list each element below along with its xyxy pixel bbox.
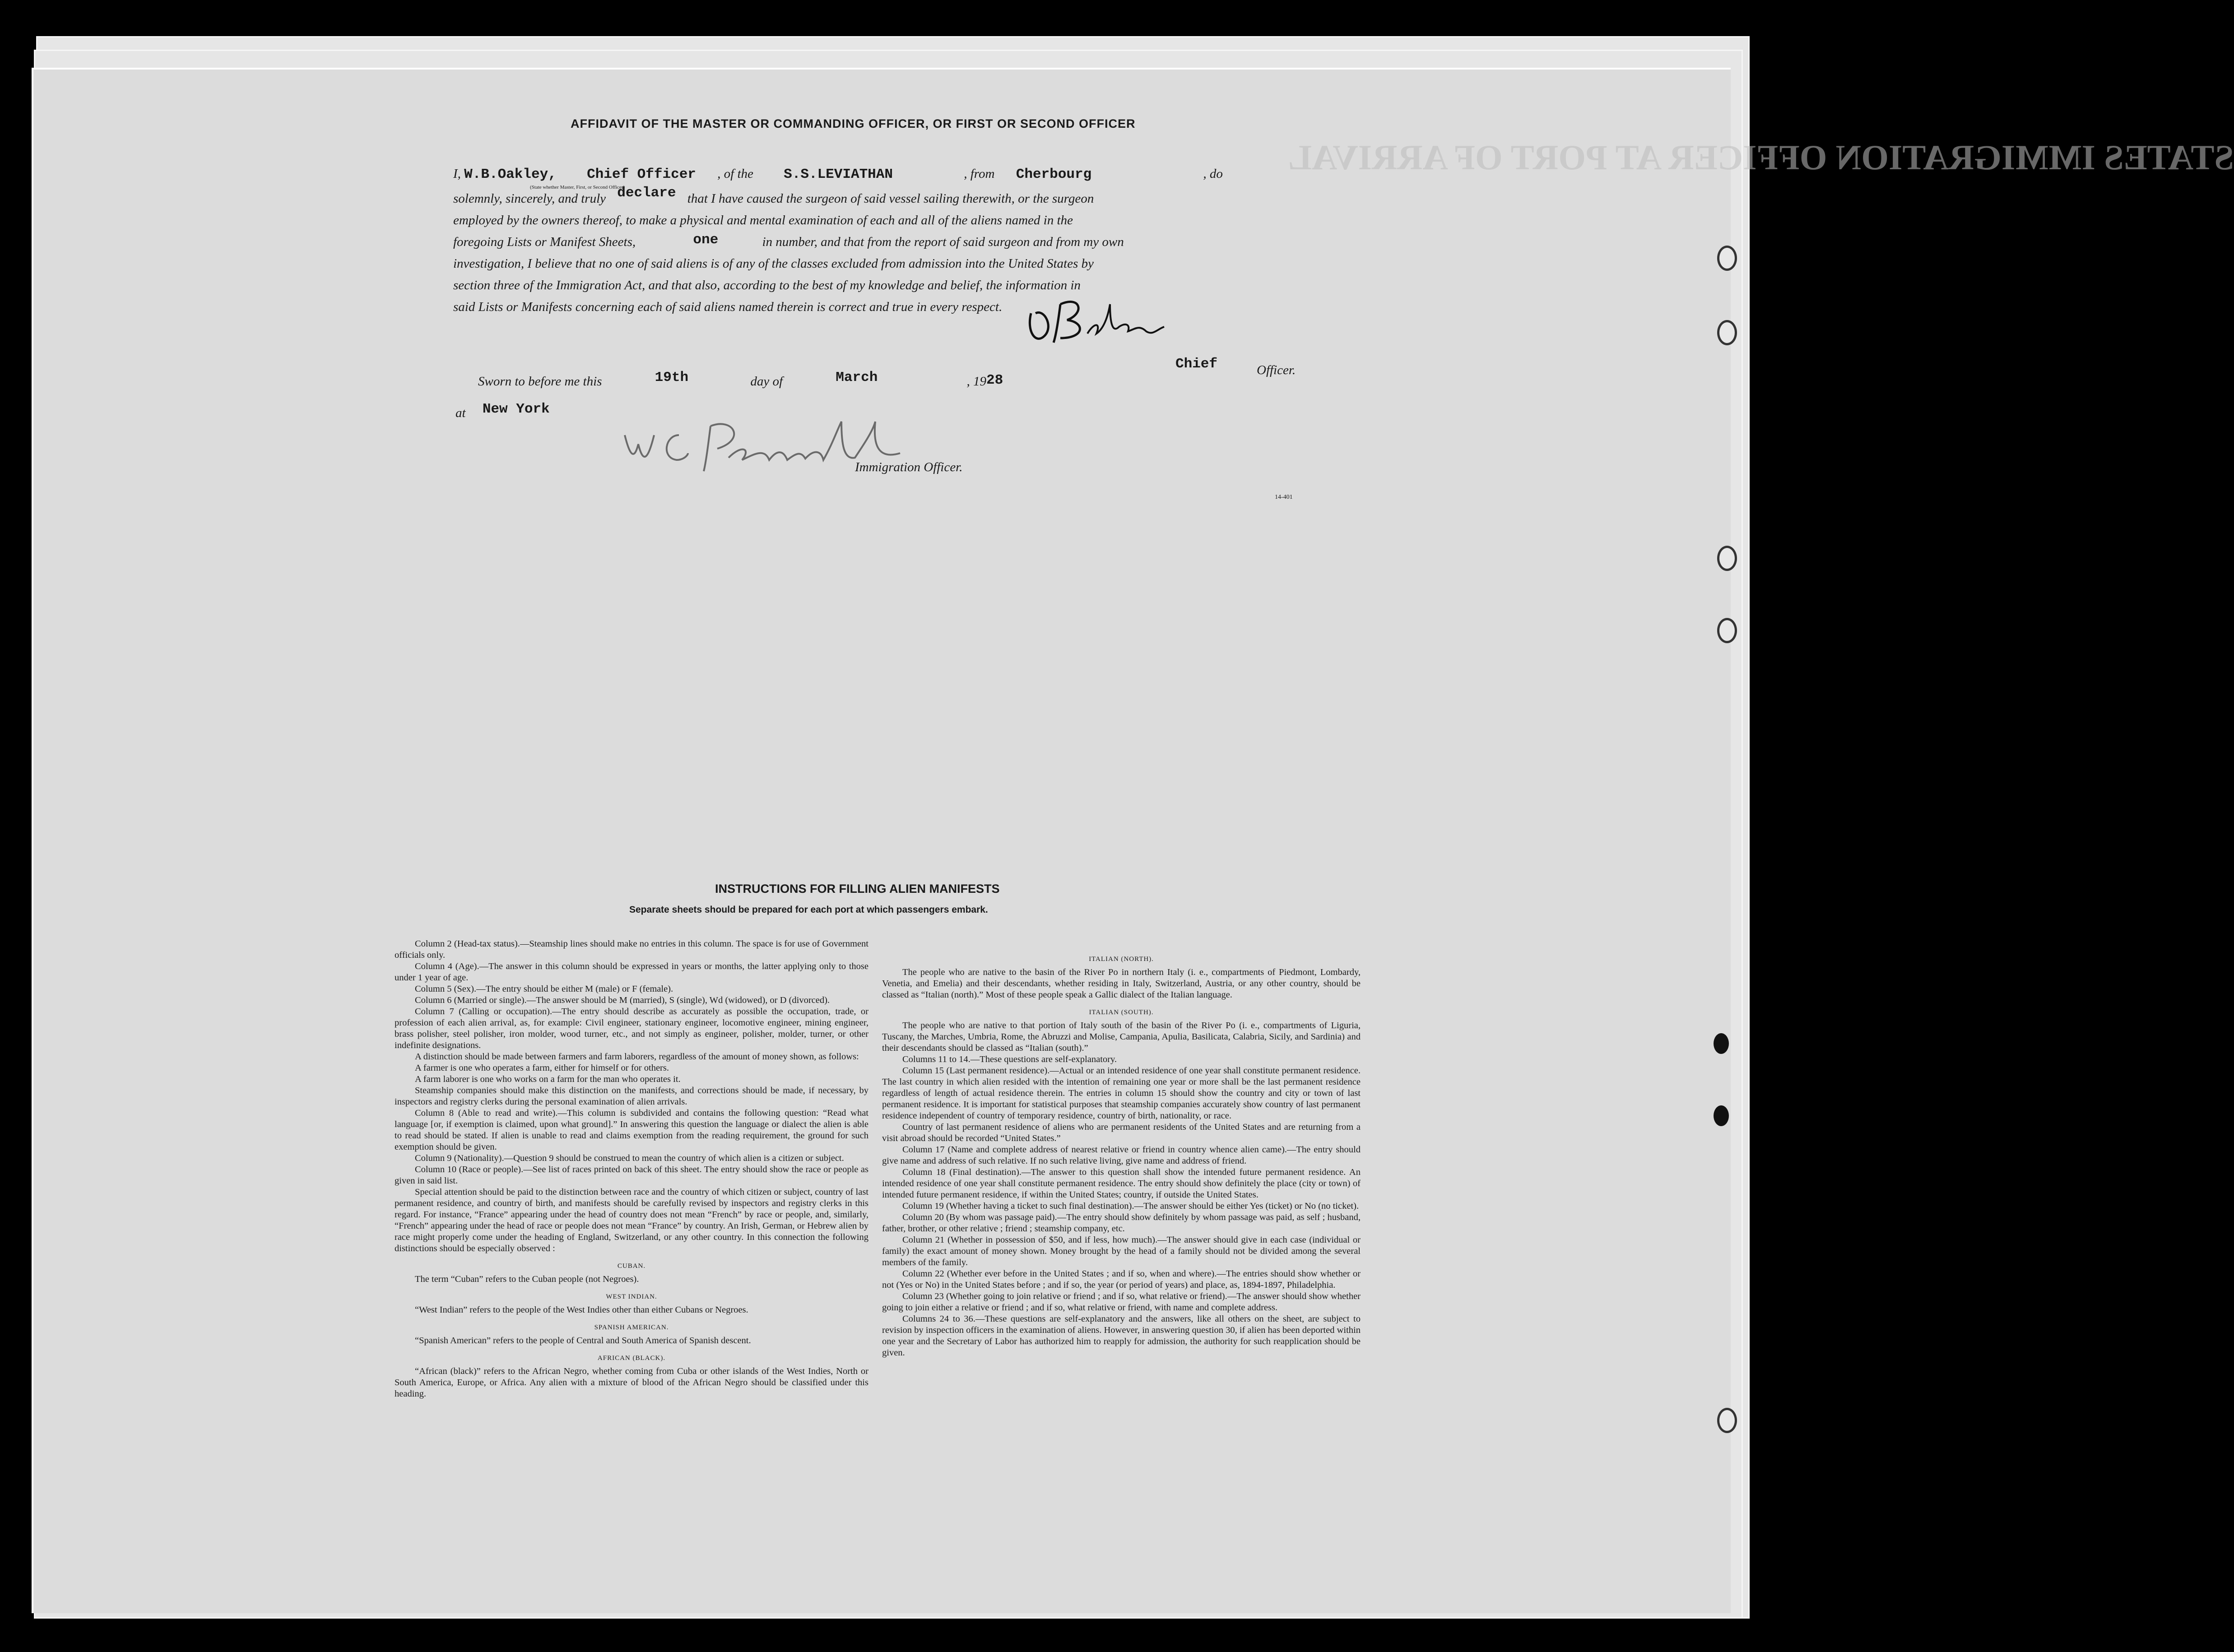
affidavit-title: AFFIDAVIT OF THE MASTER OR COMMANDING OFFICER, OR FIRST OR SECOND OFFICER [571, 117, 1136, 130]
officer-word: Officer. [1257, 363, 1296, 377]
manifest-page [32, 68, 2234, 1613]
instruction-paragraph: Column 20 (By whom was passage paid).—The entry should show definitely by whom passage was paid, as self ; husband, father, brother, or other relative ; friend ; steamship company, etc. [882, 1212, 1361, 1234]
line3-b: in number, and that from the report of said surgeon and from my own [762, 235, 1124, 249]
affidavit-line-6: section three of the Immigration Act, and that also, according to the best of my knowledge and belief, the information in [453, 278, 1081, 292]
sworn-place: New York [482, 401, 550, 417]
instruction-paragraph: Column 18 (Final destination).—The answer to this question shall show the intended future permanent residence. An intended residence of one year shall constitute permanent residence. The entry should show definitely the place (city or town) of intended future permanent residence, if within the United States; country, if outside the United States. [882, 1167, 1361, 1200]
instructions-left-column [395, 938, 869, 1400]
affidavit-line-1 [453, 167, 1223, 182]
instruction-paragraph: Column 21 (Whether in possession of $50, and if less, how much).—The answer should give in each case (individual or family) the exact amount of money shown. Money brought by the head of a family should not be divided among the several members of the family. [882, 1235, 1361, 1267]
of-the-text: , of the [717, 167, 753, 181]
instruction-heading: ITALIAN (SOUTH). [1089, 1009, 1154, 1016]
instruction-paragraph: A farmer is one who operates a farm, either for himself or for others. [415, 1063, 669, 1073]
bleed-through-text: STATES IMMIGRATION OFFICER AT PORT OF ARRIVAL [1288, 138, 2234, 177]
sheet-count: one [693, 232, 719, 248]
binder-hole [1717, 1408, 1737, 1433]
instruction-paragraph: Columns 11 to 14.—These questions are self-explanatory. [902, 1054, 1117, 1064]
instruction-paragraph: Country of last permanent residence of aliens who are permanent residents of the United States and are returning from a visit abroad should be recorded “United States.” [882, 1122, 1361, 1143]
instruction-paragraph: A farm laborer is one who works on a farm for the man who operates it. [415, 1074, 681, 1084]
day-of-text: day of [750, 374, 783, 389]
officer-name: W.B.Oakley, [464, 167, 557, 182]
declare-word: declare [617, 185, 676, 201]
rank-note: (State whether Master, First, or Second Officer) [530, 185, 625, 190]
instruction-heading: CUBAN. [617, 1262, 646, 1270]
sworn-year: 28 [986, 372, 1003, 388]
sworn-day: 19th [655, 370, 689, 385]
instruction-paragraph: Column 23 (Whether going to join relative or friend ; and if so, what relative or friend).—The answer should show whether going to join either a relative or friend ; and if so, what relative or friend, with name and complete address. [882, 1291, 1361, 1313]
sworn-month: March [836, 370, 878, 385]
binder-hole [1714, 1033, 1729, 1054]
binder-hole [1717, 320, 1737, 345]
immigration-officer-label: Immigration Officer. [855, 460, 963, 474]
departure-port: Cherbourg [1016, 167, 1092, 182]
binder-hole [1717, 618, 1737, 643]
at-text: at [455, 406, 466, 420]
binder-hole [1717, 246, 1737, 271]
from-text: , from [964, 167, 995, 181]
instructions-subtitle: Separate sheets should be prepared for each port at which passengers embark. [629, 905, 988, 915]
officer-rank: Chief Officer [587, 167, 696, 182]
instruction-paragraph: Steamship companies should make this distinction on the manifests, and corrections should be made, if necessary, by inspectors and registry clerks during the personal examination of alien arrivals. [395, 1086, 869, 1107]
instruction-paragraph: Column 6 (Married or single).—The answer should be M (married), S (single), Wd (widowed), or D (divorced). [415, 995, 830, 1005]
instruction-paragraph: “Spanish American” refers to the people of Central and South America of Spanish descent. [415, 1336, 751, 1346]
do-text: , do [1203, 167, 1223, 181]
instruction-paragraph: The people who are native to that portion of Italy south of the basin of the River Po (i. e., compartments of Liguria, Tuscany, the Marches, Umbria, Rome, the Abruzzi and Molise, Campania, Apulia, Basilicata, Calabria, Sicily, and Sardinia) and their descendants should be classed as “Italian (south).” [882, 1021, 1361, 1053]
instruction-paragraph: Column 9 (Nationality).—Question 9 should be construed to mean the country of which alien is a citizen or subject. [415, 1153, 844, 1163]
sworn-line [478, 370, 1003, 390]
line1-rest: that I have caused the surgeon of said vessel sailing therewith, or the surgeon [687, 191, 1094, 206]
officer-signature [1017, 286, 1180, 349]
instruction-paragraph: Column 19 (Whether having a ticket to such final destination).—The answer should be either Yes (ticket) or No (no ticket). [902, 1201, 1359, 1211]
instruction-paragraph: Column 8 (Able to read and write).—This column is subdivided and contains the following question: “Read what language [or, if exemption is claimed, upon what ground].” In answering this question the language or dialect the alien is able to read should be stated. If alien is unable to read and claims exemption from the reading requirement, the ground for such exemption should be given. [395, 1108, 869, 1152]
form-number: 14-401 [1275, 494, 1293, 501]
binder-hole [1714, 1105, 1729, 1126]
instruction-paragraph: A distinction should be made between farmers and farm laborers, regardless of the amount of money shown, as follows: [415, 1052, 859, 1062]
instructions-title: INSTRUCTIONS FOR FILLING ALIEN MANIFESTS [715, 882, 1000, 896]
binder-hole [1717, 546, 1737, 571]
sworn-text: Sworn to before me this [478, 374, 602, 389]
instruction-paragraph: The term “Cuban” refers to the Cuban people (not Negroes). [415, 1274, 639, 1284]
line3-a: foregoing Lists or Manifest Sheets, [453, 235, 636, 249]
instruction-paragraph: Columns 24 to 36.—These questions are self-explanatory and the answers, like all others on the sheet, are subject to revision by inspection officers in the examination of aliens. However, in answering question 30, if alien has been deported within one year and the Secretary of Labor has authorized him to reapply for admission, the authority for such reapplication should be given. [882, 1314, 1361, 1358]
affidavit-i: I, [453, 167, 461, 181]
instruction-paragraph: The people who are native to the basin of the River Po in northern Italy (i. e., compartments of Piedmont, Lombardy, Venetia, and Emelia) and their descendants, whether residing in Italy, Switzerland, Austria, or any other country, should be classed as “Italian (north).” Most of these people speak a Gallic dialect of the Italian language. [882, 967, 1361, 1000]
instruction-heading: WEST INDIAN. [606, 1293, 657, 1300]
instruction-paragraph: Column 7 (Calling or occupation).—The entry should describe as accurately as possible the occupation, trade, or profession of each alien arrival, as, for example: Civil engineer, stationary engineer, locomotive engineer, mining engineer, brass polisher, steel polisher, iron molder, wood turner, etc., and not simply as engineer, polisher, molder, turner, or other indefinite designations. [395, 1007, 869, 1050]
instruction-paragraph: Column 10 (Race or people).—See list of races printed on back of this sheet. The entry should show the race or people as given in said list. [395, 1165, 869, 1186]
instruction-heading: SPANISH AMERICAN. [594, 1324, 669, 1331]
instruction-paragraph: Column 15 (Last permanent residence).—Actual or an intended residence of one year shall constitute permanent residence. The last country in which alien resided with the intention of remaining one year or more shall be the last permanent residence regardless of length of actual residence therein. The entries in column 15 should show the country and city or town of last permanent residence. It is important for statistical purposes that steamship companies accurately show country of last permanent residence independent of country of temporary residence, country of birth, nationality, or race. [882, 1066, 1361, 1121]
instruction-heading: ITALIAN (NORTH). [1089, 956, 1154, 963]
signer-rank: Chief [1175, 356, 1218, 372]
instruction-paragraph: “West Indian” refers to the people of the West Indies other than either Cubans or Negroes. [415, 1305, 748, 1315]
year-prefix: , 19 [966, 374, 987, 389]
ship-name: S.S.LEVIATHAN [784, 167, 893, 182]
instruction-paragraph: Column 2 (Head-tax status).—Steamship lines should make no entries in this column. The space is for use of Government officials only. [395, 939, 869, 960]
at-line [455, 401, 550, 422]
instruction-paragraph: “African (black)” refers to the African Negro, whether coming from Cuba or other islands of the West Indies, North or South America, Europe, or Africa. Any alien with a mixture of blood of the African Negro should be classified under this heading. [395, 1366, 869, 1399]
instruction-paragraph: Column 22 (Whether ever before in the United States ; and if so, when and where).—The entries should show whether or not (Yes or No) in the United States before ; and if so, the year (or period of years) and place, as, 1894-1897, Philadelphia. [882, 1269, 1361, 1290]
affidavit-line-5: investigation, I believe that no one of said aliens is of any of the classes excluded from admission into the United States by [453, 256, 1094, 271]
instruction-paragraph: Column 17 (Name and complete address of nearest relative or friend in country whence alien came).—The entry should give name and address of such relative. If no such relative living, give name and address of friend. [882, 1145, 1361, 1166]
affidavit-line-4 [453, 232, 1124, 251]
instruction-paragraph: Column 4 (Age).—The answer in this column should be expressed in years or months, the latter applying only to those under 1 year of age. [395, 961, 869, 983]
instruction-heading: AFRICAN (BLACK). [597, 1355, 666, 1362]
affidavit-line-7: said Lists or Manifests concerning each of said aliens named therein is correct and true in every respect. [453, 300, 1003, 314]
solemnly-text: solemnly, sincerely, and truly [453, 191, 606, 206]
affidavit-line-3: employed by the owners thereof, to make a physical and mental examination of each and all of the aliens named in the [453, 213, 1073, 227]
instructions-right-column [882, 947, 1361, 1359]
instruction-paragraph: Column 5 (Sex).—The entry should be either M (male) or F (female). [415, 984, 673, 994]
instruction-paragraph: Special attention should be paid to the distinction between race and the country of which citizen or subject, country of last permanent residence, and country of birth, and manifests should be carefully revised by inspectors and registry clerks in this regard. For instance, “France” appearing under the head of country does not mean “French” by race or people, and, similarly, “French” appearing under the head of race or people does not mean “France” by country. An Irish, German, or Hebrew alien by race might properly come under the heading of England, Switzerland, or any other country. In this connection the following distinctions should be especially observed : [395, 1187, 869, 1253]
